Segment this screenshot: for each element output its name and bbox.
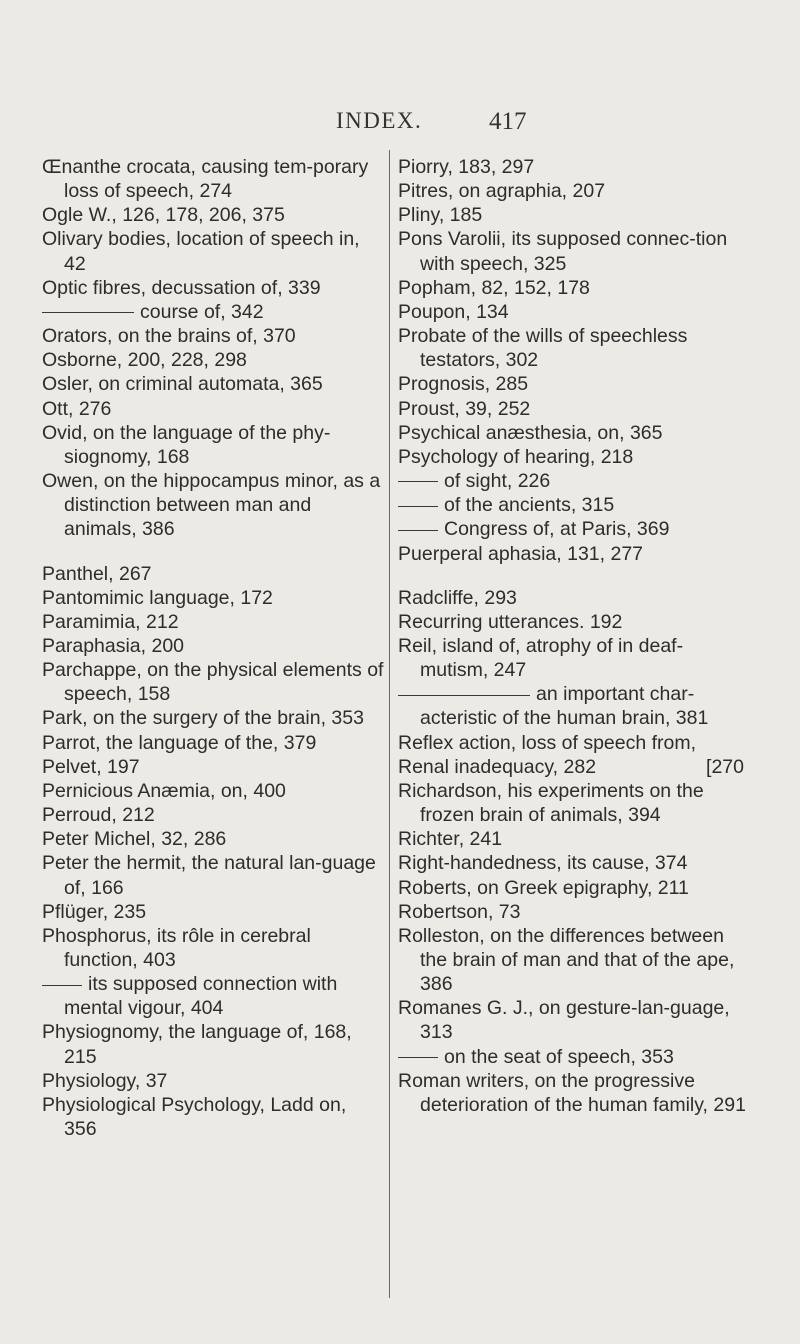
index-entry: Peter the hermit, the natural lan-guage of, 166 xyxy=(42,852,376,899)
index-entry: Poupon, 134 xyxy=(398,300,509,323)
index-entry: Popham, 82, 152, 178 xyxy=(398,276,590,299)
index-entry: Recurring utterances. 192 xyxy=(398,610,623,633)
index-entry: Reil, island of, atrophy of in deaf-mutism, 247 xyxy=(398,634,684,682)
index-entry: Pliny, 185 xyxy=(398,204,483,227)
index-subentry-text: of the ancients, 315 xyxy=(444,494,615,517)
index-entry: Pflüger, 235 xyxy=(42,900,147,923)
index-entry: Pons Varolii, its supposed connec-tion with speech, 325 xyxy=(398,228,728,275)
index-entry: Physiognomy, the language of, 168, 215 xyxy=(42,1021,352,1068)
index-entry: Pitres, on agraphia, 207 xyxy=(398,180,606,203)
ditto-rule xyxy=(398,506,438,507)
index-entry: Right-handedness, its cause, 374 xyxy=(398,852,688,875)
right-index-column xyxy=(398,155,746,1117)
section-gap xyxy=(42,542,384,562)
index-entry: Olivary bodies, location of speech in, 42 xyxy=(42,228,360,275)
index-entry: Physiological Psychology, Ladd on, 356 xyxy=(42,1093,347,1141)
index-entry: Park, on the surgery of the brain, 353 xyxy=(42,707,364,730)
index-entry: Ogle W., 126, 178, 206, 375 xyxy=(42,204,285,227)
page-number: 417 xyxy=(489,108,527,135)
ditto-rule xyxy=(398,695,530,696)
index-entry: Robertson, 73 xyxy=(398,900,521,923)
index-entry: Richter, 241 xyxy=(398,828,503,851)
index-entry: Psychical anæsthesia, on, 365 xyxy=(398,421,663,444)
section-gap xyxy=(398,566,746,586)
index-entry: Parrot, the language of the, 379 xyxy=(42,731,317,754)
index-subentry-text: an important char-acteristic of the human brain, 381 xyxy=(420,683,709,730)
index-entry xyxy=(398,755,746,779)
index-entry: Radcliffe, 293 xyxy=(398,586,517,609)
index-subentry xyxy=(398,493,746,517)
index-entry: Psychology of hearing, 218 xyxy=(398,445,634,468)
index-entry: Roberts, on Greek epigraphy, 211 xyxy=(398,876,689,899)
ditto-rule xyxy=(398,1057,438,1058)
index-entry: Paraphasia, 200 xyxy=(42,634,185,657)
page-header xyxy=(0,108,800,138)
index-entry-text: Renal inadequacy, 282 xyxy=(398,755,597,778)
index-subentry xyxy=(398,469,746,493)
index-entry: Prognosis, 285 xyxy=(398,373,529,396)
index-entry: Œnanthe crocata, causing tem-porary loss of speech, 274 xyxy=(42,156,369,203)
index-entry: Ott, 276 xyxy=(42,397,112,420)
index-entry: Phosphorus, its rôle in cerebral function, 403 xyxy=(42,924,311,971)
index-entry: Proust, 39, 252 xyxy=(398,397,531,420)
index-entry: Pantomimic language, 172 xyxy=(42,586,273,609)
index-entry: Probate of the wills of speechless testators, 302 xyxy=(398,325,688,372)
index-entry: Physiology, 37 xyxy=(42,1069,168,1092)
index-entry: Orators, on the brains of, 370 xyxy=(42,325,296,348)
ditto-rule xyxy=(398,481,438,482)
index-entry: Reflex action, loss of speech from, xyxy=(398,731,697,754)
index-subentry xyxy=(398,682,746,730)
index-subentry-text: course of, 342 xyxy=(140,300,264,323)
ditto-rule xyxy=(42,985,82,986)
index-entry: Pelvet, 197 xyxy=(42,755,140,778)
index-entry: Parchappe, on the physical elements of speech, 158 xyxy=(42,659,384,706)
index-entry: Panthel, 267 xyxy=(42,562,152,585)
index-subentry-text: on the seat of speech, 353 xyxy=(444,1045,674,1068)
index-entry: Owen, on the hippocampus minor, as a distinction between man and animals, 386 xyxy=(42,470,381,541)
index-entry: Perroud, 212 xyxy=(42,804,155,827)
index-entry: Puerperal aphasia, 131, 277 xyxy=(398,542,644,565)
index-subentry xyxy=(42,972,384,1020)
index-entry: Ovid, on the language of the phy-siognomy, 168 xyxy=(42,421,331,468)
index-subentry-text: its supposed connection with mental vigour, 404 xyxy=(64,973,338,1020)
running-title: INDEX. xyxy=(336,108,423,133)
column-divider xyxy=(389,150,390,1298)
index-entry: Rolleston, on the differences between the brain of man and that of the ape, 386 xyxy=(398,924,735,996)
index-entry: Pernicious Anæmia, on, 400 xyxy=(42,779,286,802)
index-subentry xyxy=(398,1045,746,1069)
index-entry: Romanes G. J., on gesture-lan-guage, 313 xyxy=(398,997,730,1044)
index-subentry xyxy=(42,300,384,324)
ditto-rule xyxy=(42,312,134,313)
index-subentry-text: of sight, 226 xyxy=(444,470,551,493)
index-entry: Roman writers, on the progressive deterioration of the human family, 291 xyxy=(398,1069,746,1116)
index-entry: Osborne, 200, 228, 298 xyxy=(42,349,247,372)
index-subentry xyxy=(398,517,746,541)
index-entry: Piorry, 183, 297 xyxy=(398,156,535,178)
index-entry: Richardson, his experiments on the frozen brain of animals, 394 xyxy=(398,779,704,827)
index-entry: Optic fibres, decussation of, 339 xyxy=(42,276,321,299)
ditto-rule xyxy=(398,530,438,531)
index-subentry-text: Congress of, at Paris, 369 xyxy=(444,518,670,541)
index-entry: Paramimia, 212 xyxy=(42,610,179,633)
index-entry: Peter Michel, 32, 286 xyxy=(42,828,227,851)
index-entry: Osler, on criminal automata, 365 xyxy=(42,373,323,396)
left-index-column xyxy=(42,155,384,1141)
page-ref-carryover: [270 xyxy=(706,755,744,778)
